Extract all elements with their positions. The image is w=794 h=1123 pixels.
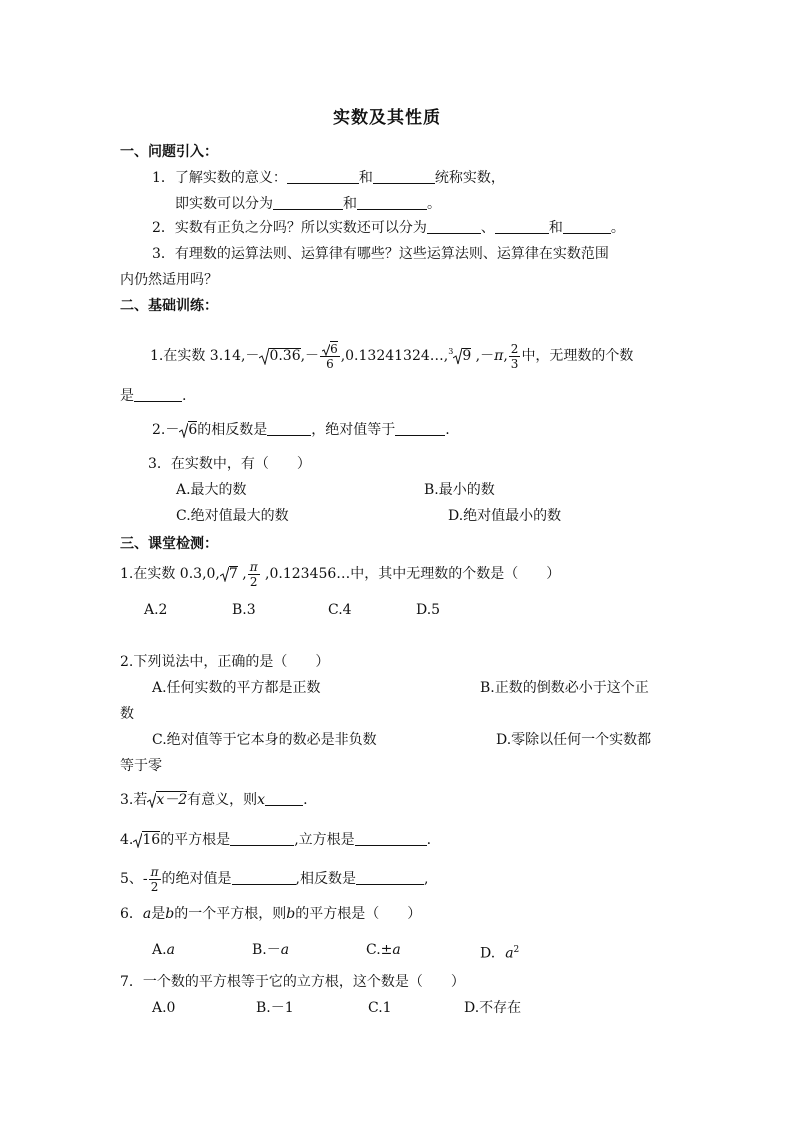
answer-blank[interactable] [427,219,481,234]
s2-q3-option-a[interactable]: A.最大的数 [176,482,247,498]
s3-q2-option-a[interactable]: A.任何实数的平方都是正数 [152,680,321,696]
s3-q1-option-b[interactable]: B.3 [232,602,256,618]
answer-blank[interactable] [355,831,427,846]
fraction: $\frac{\pi}{2}$ [150,864,159,894]
s1-question-1: 1．了解实数的意义： 和 统称实数， [152,170,505,186]
s1-question-3-line-2: 内仍然适用吗？ [120,272,218,288]
s3-q2-option-b-cont: 数 [120,706,134,722]
s3-question-5: 5、- $\frac{\pi}{2}$ 的绝对值是 ,相反数是 , [120,864,429,894]
answer-blank[interactable] [356,870,424,885]
answer-blank[interactable] [373,169,435,184]
s3-q6-option-d[interactable]: D. $a^2$ [480,945,520,962]
s2-q3-option-b[interactable]: B.最小的数 [424,482,495,498]
radical-sign-icon [259,347,269,365]
s3-question-3: 3.若 x－2有意义，则x . [120,792,308,808]
s3-q7-option-b[interactable]: B.－1 [256,1000,294,1016]
answer-blank[interactable] [495,219,549,234]
s3-q6-option-a[interactable]: A.a [152,942,175,958]
s3-q2-option-b[interactable]: B.正数的倒数必小于这个正 [480,680,649,696]
answer-blank[interactable] [357,195,427,210]
s3-q7-option-a[interactable]: A.0 [152,1000,176,1016]
s3-q1-option-a[interactable]: A.2 [144,602,168,618]
answer-blank[interactable] [232,870,296,885]
answer-blank[interactable] [273,195,343,210]
radical-sign-icon [322,343,330,356]
page-title: 实数及其性质 [333,108,441,128]
s3-question-1: 1.在实数 0.3,0, 7 , $\frac{\pi}{2}$ ,0.123456…中，其中无理数的个数是（ ） [120,559,561,589]
s3-q2-option-d-cont: 等于零 [120,758,162,774]
s2-q3-option-d[interactable]: D.绝对值最小的数 [448,508,562,524]
section-2-heading: 二、基础训练： [120,298,218,314]
s3-question-4: 4. 16的平方根是 ,立方根是 . [120,832,432,848]
s3-q2-option-d[interactable]: D.零除以任何一个实数都 [496,732,652,748]
answer-blank[interactable] [395,421,445,436]
radical-sign-icon [133,832,142,848]
fraction: $\frac{2}{3}$ [510,341,519,371]
fraction: $\frac{\pi}{2}$ [249,559,258,589]
s3-q7-option-d[interactable]: D.不存在 [464,1000,522,1016]
radical-sign-icon [453,347,462,365]
answer-blank[interactable] [265,791,303,806]
s2-question-3: 3．在实数中，有（ ） [148,456,311,472]
s3-question-2: 2.下列说法中，正确的是（ ） [120,654,330,670]
s1-question-2: 2．实数有正负之分吗？所以实数还可以分为 、 和 。 [152,220,625,236]
section-1-heading: 一、问题引入： [120,144,218,160]
answer-blank[interactable] [230,831,294,846]
s3-question-7: 7．一个数的平方根等于它的立方根，这个数是（ ） [120,974,465,990]
s3-q2-option-c[interactable]: C.绝对值等于它本身的数必是非负数 [152,732,377,748]
fraction: $\frac{6}{6}$ [320,342,340,371]
answer-blank[interactable] [134,387,182,402]
s2-question-1-line-2: 是 . [120,388,187,404]
s3-q1-option-c[interactable]: C.4 [328,602,352,618]
s3-question-6: 6．a是b的一个平方根，则b的平方根是（ ） [120,906,422,922]
s2-question-1: 1.在实数 3.14,－ 0.36,－ $\frac{6}{6}$ ,0.13241324…,$^3$ 9 ,－π, $\frac{2}{3}$ 中，无理数的个数 [150,341,634,371]
answer-blank[interactable] [287,169,359,184]
radical-sign-icon [179,422,188,438]
s3-q6-option-c[interactable]: C.±a [366,942,401,958]
s3-q6-option-b[interactable]: B.－a [252,942,290,958]
s1-question-1-line-2: 即实数可以分为 和 。 [175,196,441,212]
radical-sign-icon [147,792,156,808]
radical-sign-icon [220,566,229,582]
s2-q3-option-c[interactable]: C.绝对值最大的数 [176,508,289,524]
answer-blank[interactable] [267,421,311,436]
s2-question-2: 2.－ 6的相反数是 ，绝对值等于 . [152,422,450,438]
s3-q7-option-c[interactable]: C.1 [368,1000,392,1016]
section-3-heading: 三、课堂检测： [120,536,218,552]
s3-q1-option-d[interactable]: D.5 [416,602,441,618]
s1-question-3: 3．有理数的运算法则、运算律有哪些？这些运算法则、运算律在实数范围 [152,246,609,262]
answer-blank[interactable] [563,219,611,234]
